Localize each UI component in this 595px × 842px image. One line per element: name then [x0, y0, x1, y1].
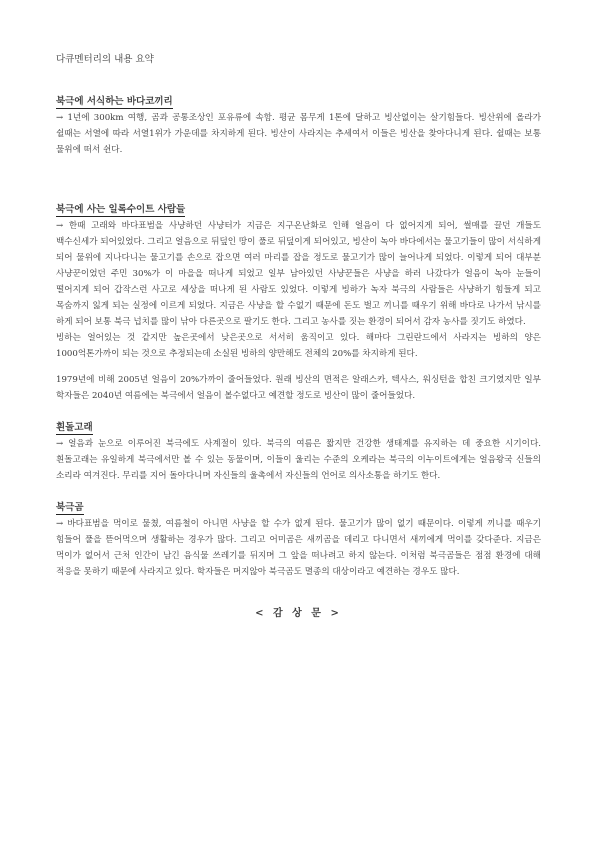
section-inuit-people	[56, 202, 541, 404]
section-heading	[56, 94, 541, 110]
heading-text: 북극에 서식하는 바다코끼리	[56, 96, 173, 107]
paragraph: 빙하는 얼어있는 것 같지만 높은곳에서 낮은곳으로 서서히 움직이고 있다. 해마다 그린란드에서 사라지는 빙하의 양은 1000억톤가까이 되는 것으로 추정되는데 소실된 빙하의 양만해도 전체의 20%를 차지하게 된다.	[56, 333, 541, 359]
paragraph: → 1년에 300km 여행, 곰과 공통조상인 포유류에 속함. 평균 몸무게 1톤에 달하고 빙산없이는 살기힘들다. 빙산위에 올라가 쉴때는 서열에 따라 서열1위가 가운데를 차지하게 된다. 빙산이 사라지는 추세여서 이들은 빙산을 찾아다니게 된다. 쉴때는 보통 물위에 떠서 쉰다.	[56, 113, 541, 155]
heading-text: 흰돌고래	[56, 422, 93, 433]
heading-text: 북극곰	[56, 502, 84, 513]
paragraph: → 얼음과 눈으로 이루어진 북극에도 사계절이 있다. 북극의 여름은 짧지만 건강한 생태계를 유지하는 데 중요한 시기이다. 흰돌고래는 유일하게 북극에서만 볼 수 있는 동물이며, 이들이 울리는 수준의 오케라는 북극의 이누이트에게는 얼음왕국 신들의 소리라 여겨진다. 무리를 지어 돌아다니며 자신들의 울촉에서 자신들의 언어로 의사소통을 하기도 한다.	[56, 439, 541, 481]
section-heading	[56, 202, 541, 218]
section-walrus	[56, 94, 541, 158]
document-title: 다큐멘터리의 내용 요약	[56, 54, 154, 65]
paragraph: → 바다표범을 먹이로 물쳤, 여름철이 아니면 사냥을 할 수가 없게 된다. 물고기가 많이 없기 때문이다. 이렇게 끼니를 때우기 힘들어 풀을 뜯어먹으며 생활하는 경우가 많다. 그리고 어미곰은 새끼곰을 데리고 다니면서 새끼에게 먹이를 갖다준다. 지금은 먹이가 없어서 근처 인간이 남긴 음식물 쓰레기를 뒤지며 그 앞을 떠나려고 하지 않는다. 이처럼 북극곰들은 점점 환경에 대해 적응을 못하기 때문에 사라지고 있다. 학자들은 머지않아 북극곰도 멸종의 대상이라고 예견하는 경우도 많다.	[56, 519, 541, 577]
section-heading	[56, 420, 541, 436]
review-title: < 감 상 문 >	[255, 608, 342, 619]
section-heading	[56, 500, 541, 516]
document-page	[56, 52, 541, 629]
section-beluga	[56, 420, 541, 484]
heading-text: 북극에 사는 일록수이트 사람들	[56, 204, 186, 215]
paragraph: 1979년에 비해 2005년 얼음이 20%가까이 줄어들었다. 원래 빙산의 면적은 알래스카, 텍사스, 워싱턴을 합친 크기였지만 일부 학자들은 2040년 여름에는 북극에서 얼음이 볼수없다고 예견할 정도로 빙산이 많이 줄어들었다.	[56, 375, 541, 401]
paragraph: → 한때 고래와 바다표범을 사냥하던 사냥터가 지금은 지구온난화로 인해 얼음이 다 없어지게 되어, 썰매를 끌던 개들도 백수신세가 되어있었다. 그리고 얼음으로 뒤덮인 땅이 풀로 뒤덮이게 되어있고, 빙산이 녹아 바다에서는 물고기들이 많이 서식하게 되어 물위에 지나다니는 물고기를 손으로 잡으면 여러 마리를 잡을 정도로 물고기가 많이 늘어나게 되었다. 이렇게 되어 대부분 사냥꾼이었던 주민 30%가 이 마을을 떠나게 되었고 일부 남아있던 사냥꾼들은 사냥을 하러 나갔다가 얼음이 녹아 눈들이 떨어지게 되어 갑작스런 사고로 세상을 떠나게 된 사람도 있었다. 이렇게 빙하가 녹자 북극의 사람들은 사냥하기 힘들게 되고 목숨까지 잃게 되는 실정에 이르게 되었다. 지금은 사냥을 할 수없기 때문에 돈도 벌고 끼니를 때우기 위해 바다로 나가서 낚시를 하게 되어 보통 북극 넙치를 많이 낚아 다른곳으로 팔기도 한다. 그리고 농사를 짓는 환경이 되어서 감자 농사를 짓기도 하였다.	[56, 221, 541, 327]
section-polar-bear	[56, 500, 541, 580]
